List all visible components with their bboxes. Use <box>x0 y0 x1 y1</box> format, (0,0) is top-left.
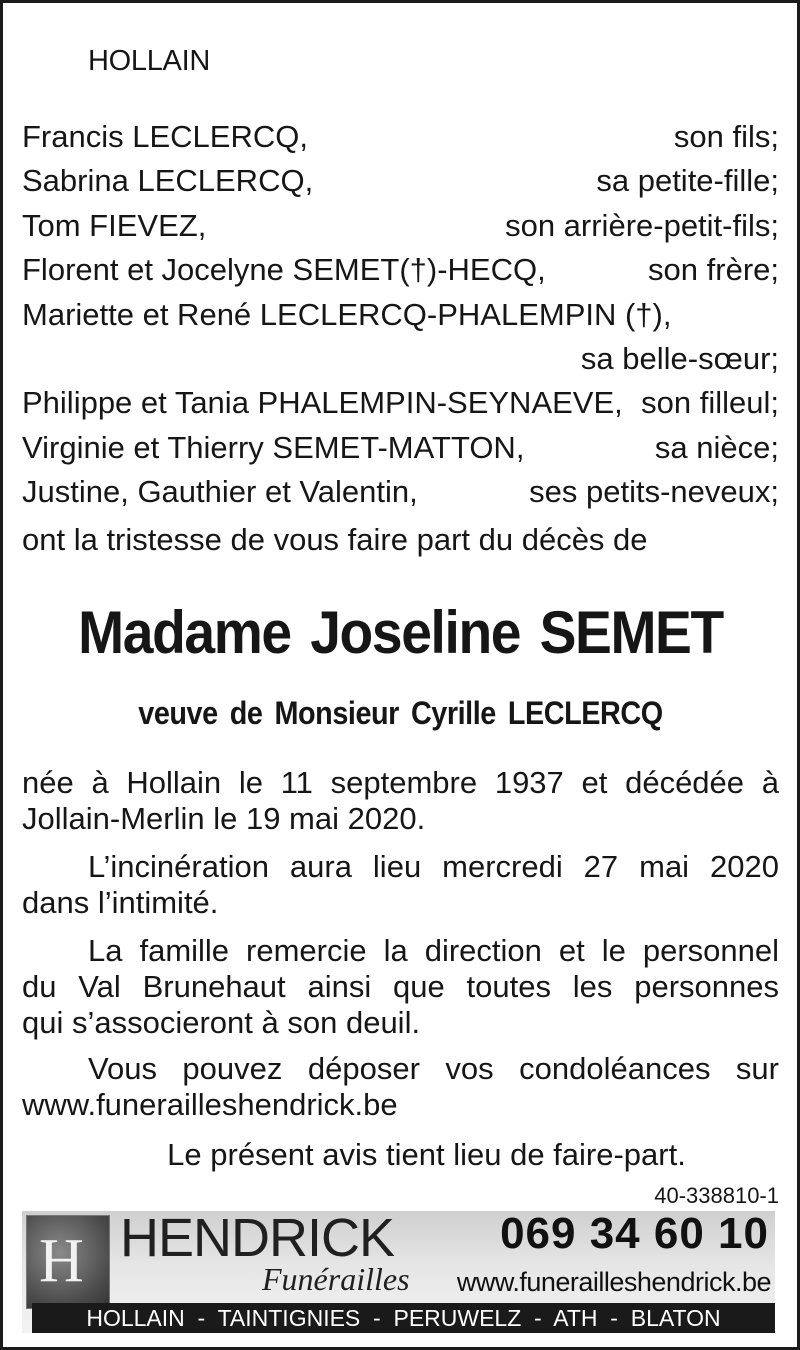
family-member: Florent et Jocelyne SEMET(†)-HECQ, <box>22 252 546 288</box>
paragraph-line: qui s’associeront à son deuil. <box>22 1005 421 1040</box>
widow-of-line: veuve de Monsieur Cyrille LECLERCQ <box>138 695 663 731</box>
family-row <box>22 159 779 203</box>
family-member: Virginie et Thierry SEMET-MATTON, <box>22 429 525 465</box>
family-relation: sa belle-sœur; <box>580 340 779 376</box>
family-relation: sa nièce; <box>654 429 779 465</box>
family-row <box>22 426 779 470</box>
family-member: Tom FIEVEZ, <box>22 207 207 243</box>
family-member: Francis LECLERCQ, <box>22 119 308 154</box>
condolences-paragraph <box>22 1051 779 1123</box>
family-row <box>22 337 779 381</box>
paragraph-line: La famille remercie la direction et le personnel <box>88 933 779 968</box>
reference-number: 40-338810-1 <box>654 1183 779 1208</box>
family-member: Sabrina LECLERCQ, <box>22 163 314 199</box>
paragraph-line: L’incinération aura lieu mercredi 27 mai 2020 <box>88 849 779 884</box>
cremation-paragraph <box>22 849 779 921</box>
paragraph-line: du Val Brunehaut ainsi que toutes les personnes <box>22 969 779 1004</box>
family-member: Philippe et Tania PHALEMPIN-SEYNAEVE, <box>22 385 623 421</box>
family-relation: ses petits-neveux; <box>529 474 779 510</box>
family-row <box>22 293 779 337</box>
family-row <box>22 115 779 159</box>
website-link[interactable]: www.funerailleshendrick.be <box>456 1267 771 1297</box>
announcement-text: ont la tristesse de vous faire part du décès de <box>22 522 648 557</box>
family-row <box>22 204 779 248</box>
paragraph-line: Jollain-Merlin le 19 mai 2020. <box>22 801 426 836</box>
birth-death-paragraph <box>22 765 779 837</box>
closing-note: Le présent avis tient lieu de faire-part. <box>167 1137 686 1172</box>
family-relation: son frère; <box>648 252 779 288</box>
paragraph-line: née à Hollain le 11 septembre 1937 et décédée à <box>22 765 779 800</box>
brand-subtitle: Funérailles <box>262 1261 410 1297</box>
locality-heading: HOLLAIN <box>88 45 210 77</box>
towns-bar: HOLLAIN - TAINTIGNIES - PERUWELZ - ATH - BLATON <box>32 1303 775 1333</box>
phone-number[interactable]: 069 34 60 10 <box>500 1209 769 1258</box>
paragraph-line: dans l’intimité. <box>22 885 219 920</box>
family-row <box>22 248 779 292</box>
family-member: Justine, Gauthier et Valentin, <box>22 474 418 510</box>
family-member: Mariette et René LECLERCQ-PHALEMPIN (†), <box>22 296 672 332</box>
deceased-name: Madame Joseline SEMET <box>78 599 723 666</box>
family-row <box>22 470 779 514</box>
funeral-home-banner <box>22 1208 775 1333</box>
logo-letter: H <box>39 1227 84 1295</box>
paragraph-line: Vous pouvez déposer vos condoléances sur <box>88 1051 779 1086</box>
thanks-paragraph <box>22 933 779 1041</box>
family-relation: son fils; <box>673 119 779 154</box>
condolences-link[interactable]: www.funerailleshendrick.be <box>22 1087 398 1122</box>
family-relation: son filleul; <box>641 385 779 421</box>
family-relation: son arrière-petit-fils; <box>505 207 779 243</box>
family-relation: sa petite-fille; <box>596 163 779 199</box>
hendrick-logo <box>26 1215 110 1309</box>
brand-name: HENDRICK <box>120 1208 395 1268</box>
family-list <box>22 115 779 515</box>
family-row <box>22 381 779 425</box>
